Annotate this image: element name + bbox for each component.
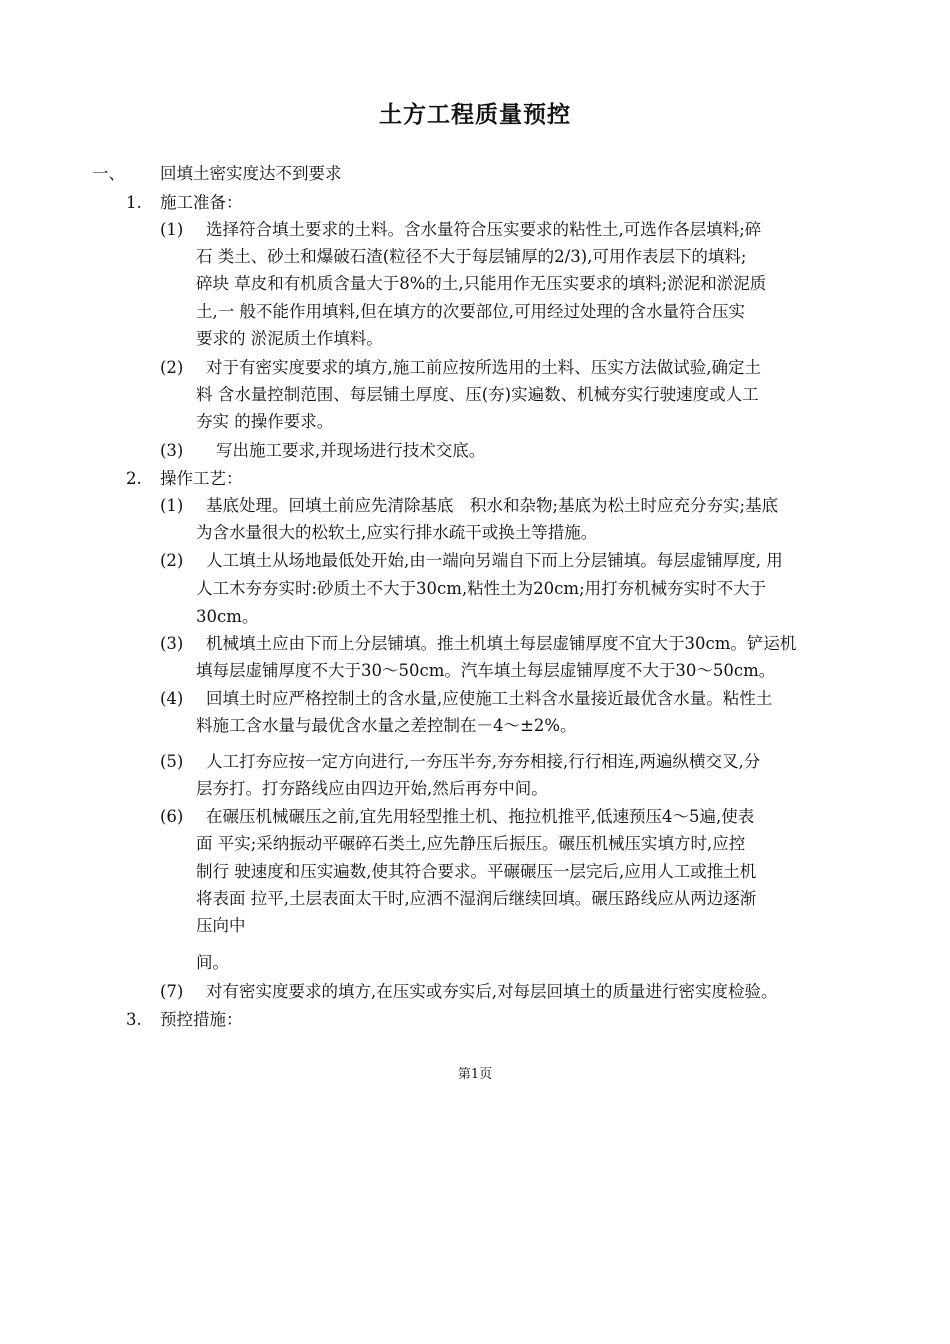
- paragraph-line: 机械填土应由下而上分层铺填。推土机填土每层虚铺厚度不宜大于30cm。铲运机: [206, 634, 797, 653]
- item-number: (1): [160, 496, 184, 515]
- page-footer: 第1页: [457, 1067, 493, 1082]
- subsection-heading: 预控措施：: [160, 1010, 243, 1029]
- item-number: (7): [160, 982, 184, 1001]
- section-number: 一、: [92, 164, 125, 183]
- subsection-heading: 操作工艺：: [160, 469, 243, 488]
- item-number: (4): [160, 689, 184, 708]
- paragraph-line: 层夯打。打夯路线应由四边开始,然后再夯中间。: [196, 779, 548, 798]
- paragraph-line: 人工木夯夯实时:砂质土不大于30cm,粘性土为20cm;用打夯机械夯实时不大于: [196, 579, 767, 598]
- item-number: (5): [160, 752, 184, 771]
- paragraph-line: 对于有密实度要求的填方,施工前应按所选用的土料、压实方法做试验,确定土: [206, 358, 761, 377]
- paragraph-line: 土,一 般不能作用填料,但在填方的次要部位,可用经过处理的含水量符合压实: [196, 302, 745, 321]
- paragraph-line: 石 类土、砂土和爆破石渣(粒径不大于每层铺厚的2/3),可用作表层下的填料;: [196, 247, 747, 266]
- subsection-number: 2.: [126, 469, 142, 488]
- paragraph-line: 制行 驶速度和压实遍数,使其符合要求。平碾碾压一层完后,应用人工或推土机: [196, 862, 757, 881]
- item-number: (2): [160, 358, 184, 377]
- paragraph-line: 人工打夯应按一定方向进行,一夯压半夯,夯夯相接,行行相连,两遍纵横交叉,分: [206, 752, 761, 771]
- paragraph-line: 料施工含水量与最优含水量之差控制在－4～±2%。: [196, 716, 577, 735]
- item-number: (3): [160, 441, 184, 460]
- paragraph-line: 将表面 拉平,土层表面太干时,应洒不湿润后继续回填。碾压路线应从两边逐渐: [196, 889, 757, 908]
- item-number: (6): [160, 807, 184, 826]
- item-number: (1): [160, 220, 184, 239]
- paragraph-line: 间。: [196, 953, 229, 972]
- paragraph-line: 回填土时应严格控制土的含水量,应使施工土料含水量接近最优含水量。粘性土: [206, 689, 773, 708]
- subsection-heading: 施工准备：: [160, 193, 243, 212]
- paragraph-line: 面 平实;采纳振动平碾碎石类土,应先静压后振压。碾压机械压实填方时,应控: [196, 834, 746, 853]
- paragraph-line: 碎块 草皮和有机质含量大于8%的土,只能用作无压实要求的填料;淤泥和淤泥质: [196, 274, 767, 293]
- item-number: (2): [160, 551, 184, 570]
- paragraph-line: 料 含水量控制范围、每层铺土厚度、压(夯)实遍数、机械夯实行驶速度或人工: [196, 385, 759, 404]
- subsection-number: 3.: [126, 1010, 142, 1029]
- paragraph-line: 写出施工要求,并现场进行技术交底。: [216, 441, 486, 460]
- paragraph-line: 要求的 淤泥质土作填料。: [196, 329, 383, 348]
- paragraph-line: 为含水量很大的松软土,应实行排水疏干或换土等措施。: [196, 523, 598, 542]
- item-number: (3): [160, 634, 184, 653]
- section-heading: 回填土密实度达不到要求: [160, 164, 342, 183]
- page-title: 土方工程质量预控: [379, 102, 571, 128]
- subsection-number: 1.: [126, 193, 142, 212]
- paragraph-line: 选择符合填土要求的土料。含水量符合压实要求的粘性土,可选作各层填料;碎: [206, 220, 762, 239]
- paragraph-line: 压向中: [196, 916, 246, 935]
- paragraph-line: 填每层虚铺厚度不大于30～50cm。汽车填土每层虚铺厚度不大于30～50cm。: [196, 661, 776, 680]
- paragraph-line: 夯实 的操作要求。: [196, 412, 334, 431]
- paragraph-line: 人工填土从场地最低处开始,由一端向另端自下而上分层铺填。每层虚铺厚度, 用: [206, 551, 783, 570]
- paragraph-line: 基底处理。回填土前应先清除基底 积水和杂物;基底为松土时应充分夯实;基底: [206, 496, 779, 515]
- paragraph-line: 30cm。: [196, 607, 259, 626]
- paragraph-line: 在碾压机械碾压之前,宜先用轻型推土机、拖拉机推平,低速预压4～5遍,使表: [206, 807, 755, 826]
- paragraph-line: 对有密实度要求的填方,在压实或夯实后,对每层回填土的质量进行密实度检验。: [206, 982, 778, 1001]
